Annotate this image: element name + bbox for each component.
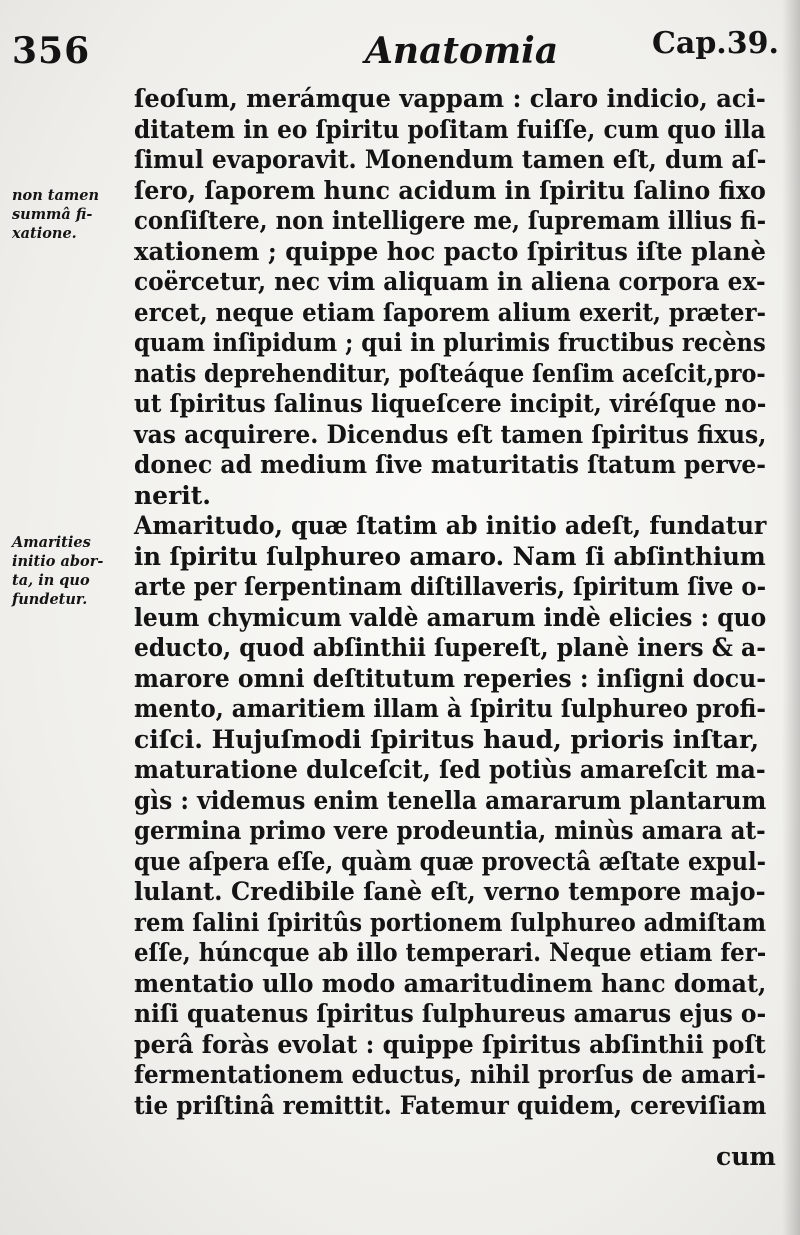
text-line: ſeoſum, merámque vappam : claro indicio, aci- (134, 84, 766, 113)
text-line: germina primo vere prodeuntia, minùs amara at- (134, 816, 766, 845)
text-line: mentatio ullo modo amaritudinem hanc domat, (134, 968, 767, 998)
text-line: arte per ſerpentinam diſtillaveris, ſpiritum ſive o- (134, 572, 767, 601)
text-line: que aſpera eſſe, quàm quæ provectâ æſtate expul- (134, 846, 766, 876)
text-line: in ſpiritu ſulphureo amaro. Nam ſi abſinthium (134, 541, 766, 571)
chapter-label: Cap.39. (652, 26, 779, 61)
text-line: leum chymicum valdè amarum indè elicies : quo (134, 602, 767, 632)
text-line: perâ foràs evolat : quippe ſpiritus abſinthii poſt (134, 1029, 766, 1059)
text-line: eſſe, húncque ab illo temperari. Neque etiam fer- (134, 938, 767, 967)
margin-note-line: non tamen (12, 187, 100, 204)
text-line: lulant. Credibile ſanè eſt, verno tempore majo- (134, 877, 766, 906)
catchword: cum (716, 1142, 776, 1171)
margin-note-line: xatione. (12, 225, 77, 242)
text-line: ercet, neque etiam ſaporem alium exerit, præter- (134, 297, 767, 327)
gutter-shadow (782, 0, 800, 1235)
text-line: xationem ; quippe hoc pacto ſpiritus iſte planè (134, 236, 766, 266)
text-line: gìs : videmus enim tenella amararum plantarum (134, 785, 767, 815)
text-line: natis deprehenditur, poſteáque ſenſim aceſcit,pro- (134, 358, 766, 388)
text-line: maturatione dulceſcit, ſed potiùs amareſcit ma- (134, 755, 766, 784)
text-line: rem ſalini ſpiritûs portionem ſulphureo admiſtam (134, 907, 767, 937)
text-line: ſimul evaporavit. Monendum tamen eſt, dum aſ- (134, 145, 767, 174)
text-line: tie priſtinâ remittit. Fatemur quidem, cereviſiam (134, 1090, 767, 1120)
text-line: vas acquirere. Dicendus eſt tamen ſpiritus fixus, (134, 419, 767, 449)
margin-note-line: initio abor- (12, 553, 104, 570)
page-header (0, 26, 800, 80)
page-number: 356 (12, 30, 91, 72)
margin-note-bitterness (12, 533, 132, 609)
text-line: quam inſipidum ; qui in plurimis fructibus recèns (134, 328, 766, 357)
margin-note-fixation (12, 186, 132, 243)
text-line: educto, quod abſinthii ſupereſt, planè iners & a- (134, 633, 766, 662)
text-line: ut ſpiritus ſalinus liqueſcere incipit, viréſque no- (134, 389, 767, 418)
margin-note-line: summâ fi- (12, 206, 93, 223)
text-line: ſero, ſaporem hunc acidum in ſpiritu ſalino fixo (134, 175, 766, 205)
running-title: Anatomia (365, 30, 559, 72)
text-line: marore omni deſtitutum reperies : inſigni docu- (134, 663, 767, 693)
margin-note-line: Amarities (12, 534, 91, 551)
margin-note-line: ta, in quo (12, 572, 90, 589)
text-line: donec ad medium ſive maturitatis ſtatum perve- (134, 450, 766, 479)
text-line: niſi quatenus ſpiritus ſulphureus amarus ejus o- (134, 999, 767, 1028)
text-line: fermentationem eductus, nihil prorſus de amari- (134, 1060, 766, 1089)
text-line: Amaritudo, quæ ſtatim ab initio adeſt, fundatur (134, 511, 767, 540)
text-line: conſiſtere, non intelligere me, ſupremam illius fi- (134, 206, 767, 235)
body-text (134, 84, 766, 1121)
text-line: ditatem in eo ſpiritu poſitam fuiſſe, cum quo illa (134, 114, 766, 144)
margin-note-line: fundetur. (12, 591, 88, 608)
text-line: coërcetur, nec vim aliquam in aliena corpora ex- (134, 267, 766, 296)
text-line: nerit. (134, 480, 212, 510)
text-line: ciſci. Hujuſmodi ſpiritus haud, prioris inſtar, (134, 724, 760, 754)
text-line: mento, amaritiem illam à ſpiritu ſulphureo profi- (134, 694, 766, 723)
